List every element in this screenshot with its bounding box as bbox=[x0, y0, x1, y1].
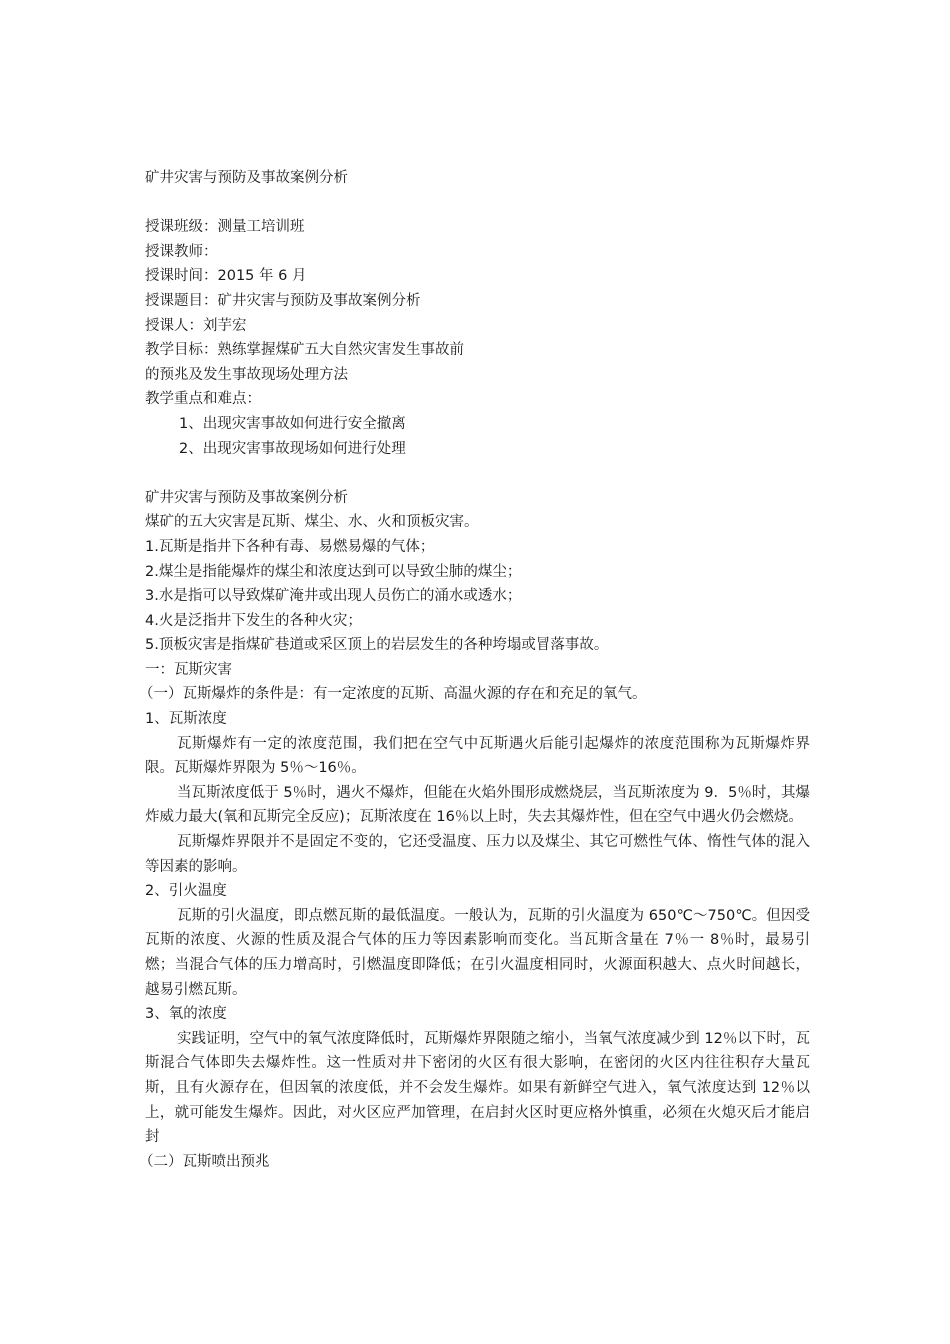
disaster-item: 1.瓦斯是指井下各种有毒、易燃易爆的气体； bbox=[145, 538, 435, 555]
paragraph-concentration-effects: 当瓦斯浓度低于 5％时，遇火不爆炸，但能在火焰外围形成燃烧层，当瓦斯浓度为 9．5％时，其爆炸威力最大(氧和瓦斯完全反应)；瓦斯浓度在 16％以上时，失去其爆炸性，但在空气中遇火仍会燃烧。 bbox=[145, 784, 810, 826]
blank-line bbox=[145, 461, 810, 486]
subsection-explosion-conditions: （一）瓦斯爆炸的条件是：有一定浓度的瓦斯、高温火源的存在和充足的氧气。 bbox=[139, 686, 647, 703]
paragraph-ignition-temperature: 瓦斯的引火温度，即点燃瓦斯的最低温度。一般认为，瓦斯的引火温度为 650℃～750℃。但因受瓦斯的浓度、火源的性质及混合气体的压力等因素影响而变化。当瓦斯含量在 7％一 8％时，最易引燃；当混合气体的压力增高时，引燃温度即降低；在引火温度相同时，火源面积越大、点火时间越长，越易引燃瓦斯。 bbox=[145, 907, 810, 998]
body-intro: 煤矿的五大灾害是瓦斯、煤尘、水、火和顶板灾害。 bbox=[145, 514, 479, 531]
section-heading-gas: 一：瓦斯灾害 bbox=[145, 661, 232, 678]
goal-line-1: 教学目标：熟练掌握煤矿五大自然灾害发生事故前 bbox=[145, 342, 464, 359]
paragraph-limit-factors: 瓦斯爆炸界限并不是固定不变的，它还受温度、压力以及煤尘、其它可燃性气体、惰性气体的混入等因素的影响。 bbox=[145, 834, 810, 875]
disaster-item: 5.顶板灾害是指煤矿巷道或采区顶上的岩层发生的各种垮塌或冒落事故。 bbox=[145, 637, 609, 654]
teacher-line: 授课教师： bbox=[145, 243, 218, 260]
class-line: 授课班级：测量工培训班 bbox=[145, 219, 305, 236]
disaster-item: 3.水是指可以导致煤矿淹井或出现人员伤亡的涌水或透水； bbox=[145, 588, 522, 605]
key-point-item: 2、出现灾害事故现场如何进行处理 bbox=[179, 440, 406, 457]
blank-line bbox=[145, 191, 810, 216]
topic-line: 授课题目：矿井灾害与预防及事故案例分析 bbox=[145, 292, 421, 309]
lecturer-line: 授课人：刘芋宏 bbox=[145, 317, 247, 334]
heading-gas-concentration: 1、瓦斯浓度 bbox=[145, 711, 227, 728]
key-points-label: 教学重点和难点： bbox=[145, 391, 261, 408]
heading-ignition-temperature: 2、引火温度 bbox=[145, 883, 227, 900]
disaster-item: 2.煤尘是指能爆炸的煤尘和浓度达到可以导致尘肺的煤尘； bbox=[145, 563, 522, 580]
paragraph-explosion-limits: 瓦斯爆炸有一定的浓度范围，我们把在空气中瓦斯遇火后能引起爆炸的浓度范围称为瓦斯爆炸界限。瓦斯爆炸界限为 5％～16％。 bbox=[145, 735, 810, 777]
body-heading: 矿井灾害与预防及事故案例分析 bbox=[145, 489, 348, 506]
goal-line-2: 的预兆及发生事故现场处理方法 bbox=[145, 366, 348, 383]
heading-oxygen-concentration: 3、氧的浓度 bbox=[145, 1006, 227, 1023]
document-title: 矿井灾害与预防及事故案例分析 bbox=[145, 170, 348, 186]
disaster-item: 4.火是泛指井下发生的各种火灾； bbox=[145, 612, 362, 629]
time-line: 授课时间：2015 年 6 月 bbox=[145, 268, 307, 285]
document-content bbox=[139, 166, 810, 1174]
paragraph-oxygen-concentration: 实践证明，空气中的氧气浓度降低时，瓦斯爆炸界限随之缩小，当氧气浓度减少到 12％以下时，瓦斯混合气体即失去爆炸性。这一性质对井下密闭的火区有很大影响，在密闭的火区内往往积存大量瓦斯，且有火源存在，但因氧的浓度低，并不会发生爆炸。如果有新鲜空气进入，氧气浓度达到 12％以上，就可能发生爆炸。因此，对火区应严加管理，在启封火区时更应格外慎重，必须在火熄灭后才能启封 bbox=[145, 1030, 810, 1146]
subsection-gas-outburst-signs: （二）瓦斯喷出预兆 bbox=[139, 1153, 270, 1170]
key-point-item: 1、出现灾害事故如何进行安全撤离 bbox=[179, 415, 406, 432]
